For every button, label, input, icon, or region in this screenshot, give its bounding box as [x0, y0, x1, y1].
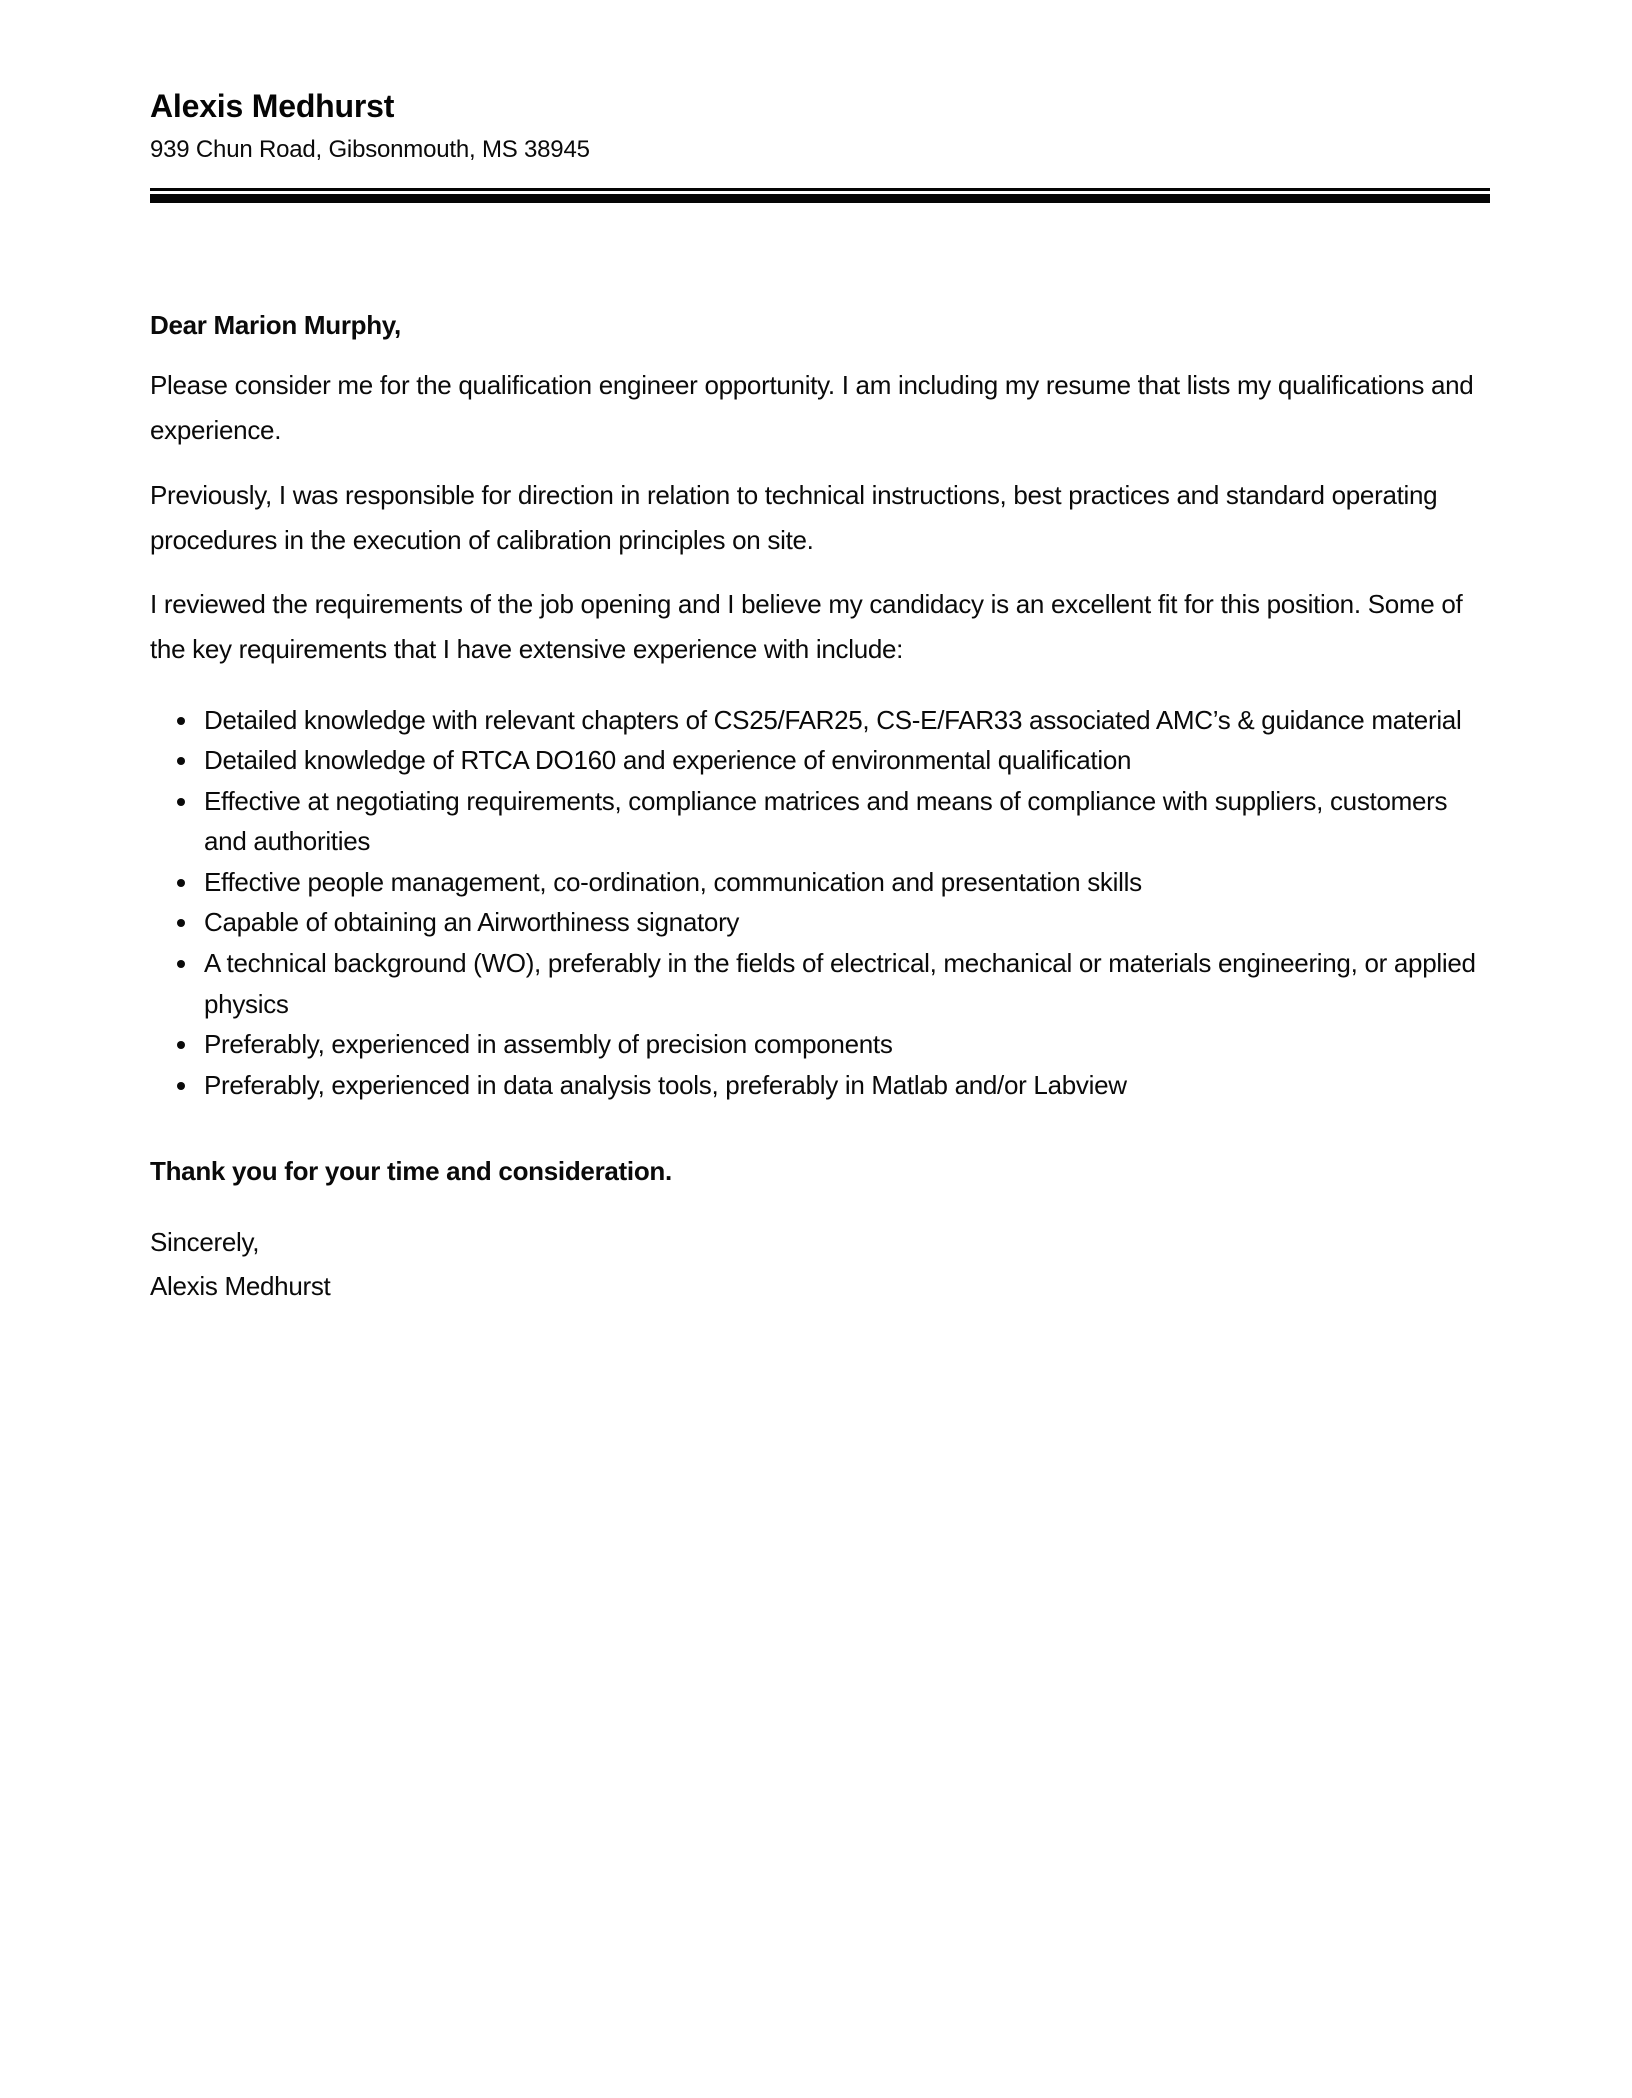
signature-name: Alexis Medhurst	[150, 1271, 331, 1302]
letter-header	[150, 86, 1490, 203]
divider-thick-line	[150, 194, 1490, 203]
paragraph-intro: Please consider me for the qualification engineer opportunity. I am including my resume that lists my qualifications and experience.	[150, 370, 1474, 446]
list-item: • Detailed knowledge of RTCA DO160 and experience of environmental qualification	[200, 740, 1490, 781]
sender-name: Alexis Medhurst	[150, 88, 395, 124]
list-item: • Effective at negotiating requirements, compliance matrices and means of compliance with suppliers, customers and authorities	[200, 781, 1490, 862]
sender-address: 939 Chun Road, Gibsonmouth, MS 38945	[150, 136, 590, 163]
header-divider	[150, 188, 1490, 203]
closing-statement: Thank you for your time and consideration.	[150, 1156, 672, 1187]
letter-body	[150, 307, 1490, 1309]
list-item: • Capable of obtaining an Airworthiness signatory	[200, 902, 1490, 943]
paragraph-experience: Previously, I was responsible for direction in relation to technical instructions, best practices and standard operating procedures in the execution of calibration principles on site.	[150, 479, 1438, 555]
list-item: • Preferably, experienced in data analysis tools, preferably in Matlab and/or Labview	[200, 1065, 1490, 1106]
list-item: • Preferably, experienced in assembly of precision components	[200, 1024, 1490, 1065]
signature-block	[150, 1220, 1490, 1309]
paragraph-requirements-lead: I reviewed the requirements of the job opening and I believe my candidacy is an excellent fit for this position. Some of the key requirements that I have extensive experience with include:	[150, 589, 1463, 664]
list-item: • Effective people management, co-ordination, communication and presentation skills	[200, 862, 1490, 903]
requirements-list	[150, 700, 1490, 1105]
list-item: • A technical background (WO), preferably in the fields of electrical, mechanical or materials engineering, or applied physics	[200, 943, 1490, 1024]
salutation: Dear Marion Murphy,	[150, 310, 401, 340]
signoff-word: Sincerely,	[150, 1226, 260, 1257]
list-item: • Detailed knowledge with relevant chapters of CS25/FAR25, CS-E/FAR33 associated AMC’s & guidance material	[200, 700, 1490, 741]
